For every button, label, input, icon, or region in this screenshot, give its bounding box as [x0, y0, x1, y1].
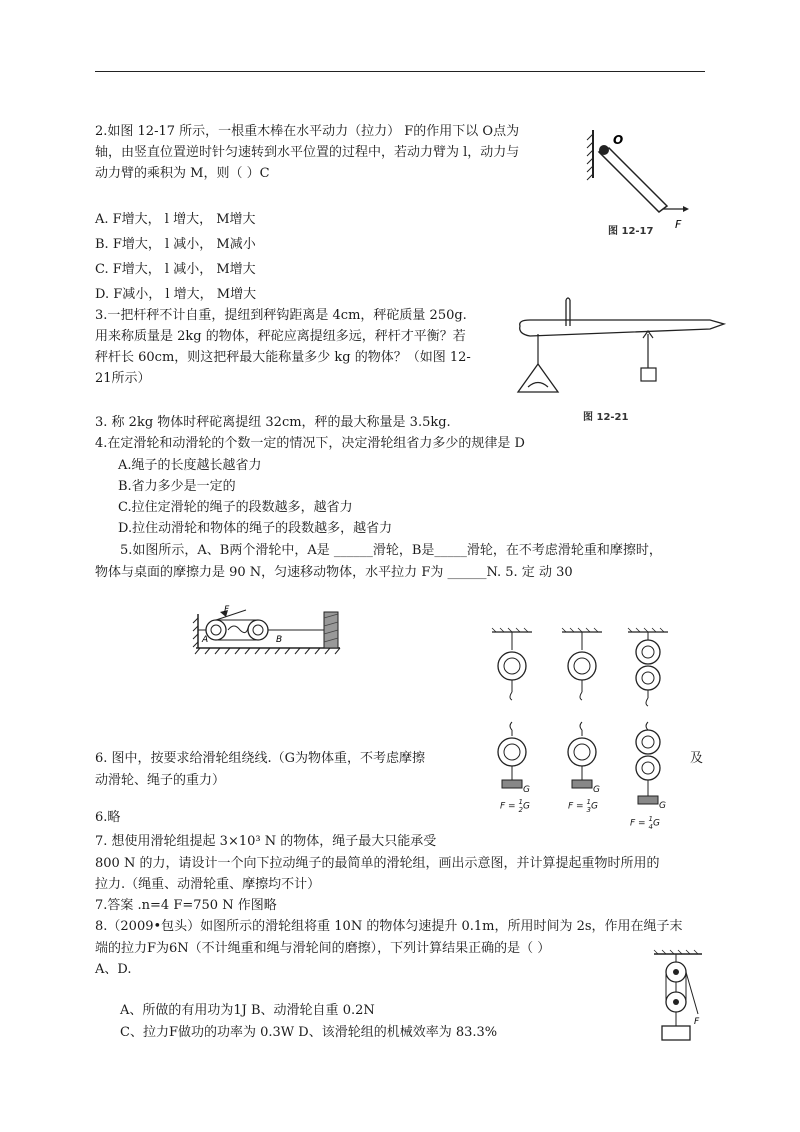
q4-option-d: D.拉住动滑轮和物体的绳子的段数越多，越省力 — [118, 521, 393, 536]
q4-stem: 4.在定滑轮和动滑轮的个数一定的情况下，决定滑轮组省力多少的规律是 D — [95, 436, 525, 451]
q4-option-b: B.省力多少是一定的 — [118, 479, 236, 494]
label-f: F — [224, 605, 230, 615]
header-rule — [95, 71, 705, 72]
force-formula-2: F = 1 3G — [568, 798, 598, 814]
q4-option-a: A.绳子的长度越长越省力 — [118, 458, 262, 473]
q7-line3: 拉力.（绳重、动滑轮重、摩擦均不计） — [95, 877, 321, 892]
q7-answer: 7.答案 .n=4 F=750 N 作图略 — [95, 898, 277, 913]
figure-q6-top-row — [488, 628, 678, 708]
caption-12-17: 图 12-17 — [608, 226, 654, 237]
pulley-frame-2 — [562, 628, 602, 700]
q2-option-c: C. F增大， l 减小， M增大 — [95, 262, 256, 277]
q2-option-a: A. F增大， l 增大， M增大 — [95, 212, 256, 227]
figure-q5-pulley-table — [192, 602, 352, 662]
g-label-1: G — [523, 785, 530, 795]
q6-line2: 动滑轮、绳子的重力） — [95, 773, 226, 788]
q8-options-cd: C、拉力F做功的功率为 0.3W D、该滑轮组的机械效率为 83.3% — [120, 1025, 498, 1040]
force-formula-1: F = 1 2G — [500, 798, 530, 814]
figure-q8-pulley-system — [650, 950, 710, 1046]
q4-option-c: C.拉住定滑轮的绳子的段数越多，越省力 — [118, 500, 353, 515]
q7-line2: 800 N 的力，请设计一个向下拉动绳子的最简单的滑轮组，画出示意图，并计算提起重物时所用的 — [95, 856, 660, 871]
movable-pulley-3 — [636, 722, 660, 804]
q2-line3: 动力臂的乘积为 M，则（ ）C — [95, 166, 270, 181]
label-f: F — [675, 218, 682, 231]
q2-option-d: D. F减小， l 增大， M增大 — [95, 287, 257, 302]
q7-line1: 7. 想使用滑轮组提起 3×10³ N 的物体，绳子最大只能承受 — [95, 834, 437, 849]
caption-12-21: 图 12-21 — [583, 412, 629, 423]
g-label-2: G — [593, 785, 600, 795]
q3-line1: 3.一把杆秤不计自重，提纽到秤钩距离是 4cm，秤砣质量 250g. — [95, 308, 467, 323]
q8-options-ab: A、所做的有用功为1J B、动滑轮自重 0.2N — [120, 1003, 375, 1018]
label-b: B — [276, 635, 283, 645]
q2-option-b: B. F增大， l 减小， M减小 — [95, 237, 256, 252]
force-formula-3: F = 1 4G — [630, 815, 660, 831]
movable-pulley-1 — [498, 722, 526, 788]
q6-line1: 6. 图中，按要求给滑轮组绕线.（G为物体重，不考虑摩擦 — [95, 751, 426, 766]
q2-line1: 2.如图 12-17 所示，一根重木棒在水平动力（拉力） F的作用下以 O点为 — [95, 124, 520, 139]
q2-line2: 轴，由竖直位置逆时针匀速转到水平位置的过程中，若动力臂为 l，动力与 — [95, 145, 520, 160]
figure-12-21-steelyard — [510, 296, 730, 406]
q6-answer: 6.略 — [95, 810, 121, 825]
movable-pulley-2 — [568, 722, 596, 788]
g-label-3: G — [659, 801, 666, 811]
q3-line4: 21所示） — [95, 371, 151, 386]
q3-line2: 用来称质量是 2kg 的物体，秤砣应离提纽多远，秤杆才平衡？若 — [95, 329, 466, 344]
q3-line3: 秤杆长 60cm，则这把秤最大能称量多少 kg 的物体？（如图 12- — [95, 350, 471, 365]
label-o: O — [613, 133, 624, 147]
label-a: A — [202, 635, 209, 645]
q8-answer: A、D. — [95, 962, 132, 977]
q5-line2: 物体与桌面的摩擦力是 90 N，匀速移动物体，水平拉力 F为 ______N. 5. 定 动 30 — [95, 565, 573, 580]
figure-12-17-lever — [585, 122, 705, 232]
label-f: F — [694, 1017, 700, 1027]
pulley-frame-3 — [628, 628, 668, 706]
q3-answer: 3. 称 2kg 物体时秤砣离提纽 32cm，秤的最大称量是 3.5kg. — [95, 415, 451, 430]
q8-line2: 端的拉力F为6N（不计绳重和绳与滑轮间的磨擦），下列计算结果正确的是（ ） — [95, 941, 551, 956]
q5-line1: 5.如图所示，A、B两个滑轮中，A是 ______滑轮，B是_____滑轮，在不考虑滑轮重和摩擦时， — [120, 543, 662, 558]
pulley-frame-1 — [492, 628, 532, 700]
q6-line1-tail: 及 — [690, 751, 704, 766]
q8-line1: 8.（2009•包头）如图所示的滑轮组将重 10N 的物体匀速提升 0.1m，所用时间为 2s，作用在绳子末 — [95, 919, 683, 934]
